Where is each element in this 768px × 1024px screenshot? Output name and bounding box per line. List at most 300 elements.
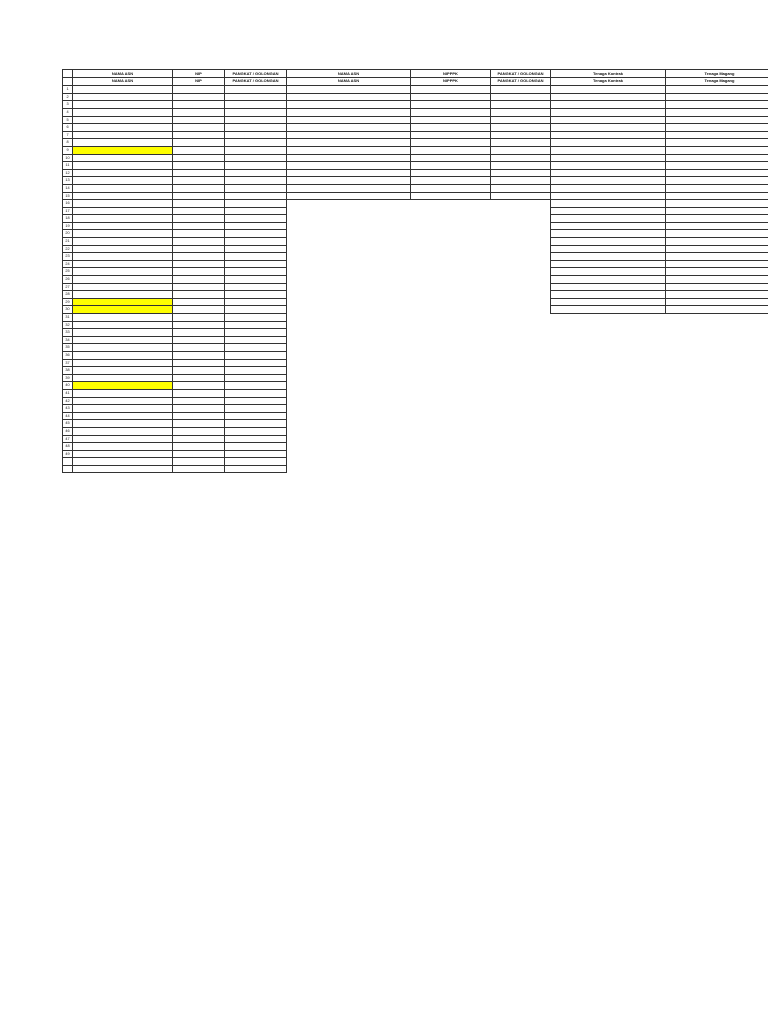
employee-name (73, 329, 173, 337)
contract-staff-name (551, 131, 666, 139)
table-row (551, 283, 768, 291)
row-number: 41 (63, 389, 73, 397)
employee-name (73, 253, 173, 261)
employee-rank (225, 253, 287, 261)
employee-nip (173, 230, 225, 238)
employee-name (73, 230, 173, 238)
employee-name (73, 260, 173, 268)
employee-nip (173, 162, 225, 170)
employee-rank (491, 146, 551, 154)
table-row (551, 260, 768, 268)
table-row (63, 283, 287, 291)
employee-rank (225, 382, 287, 390)
table-row (551, 154, 768, 162)
table-row (287, 154, 551, 162)
row-number: 33 (63, 329, 73, 337)
row-number: 30 (63, 306, 73, 314)
employee-name (73, 116, 173, 124)
pppk-table (286, 69, 551, 200)
employee-rank (491, 93, 551, 101)
contract-staff-name (551, 162, 666, 170)
table-row (287, 162, 551, 170)
employee-nip (173, 465, 225, 473)
intern-name (665, 245, 768, 253)
employee-name (73, 169, 173, 177)
row-number: 14 (63, 184, 73, 192)
table-row (551, 101, 768, 109)
employee-rank (491, 139, 551, 147)
employee-rank (491, 86, 551, 94)
employee-name (73, 146, 173, 154)
table-row (63, 367, 287, 375)
employee-nip (173, 291, 225, 299)
employee-nipppk (411, 192, 491, 200)
table-row (63, 405, 287, 413)
row-number: 49 (63, 450, 73, 458)
employee-name (287, 101, 411, 109)
employee-nipppk (411, 93, 491, 101)
employee-rank (225, 192, 287, 200)
employee-nipppk (411, 131, 491, 139)
table-row (63, 420, 287, 428)
table-row (63, 336, 287, 344)
table-row (63, 314, 287, 322)
intern-name (665, 260, 768, 268)
table-row (551, 253, 768, 261)
table-row (551, 162, 768, 170)
header-row-repeat (63, 78, 287, 86)
contract-staff-name (551, 139, 666, 147)
employee-rank (225, 351, 287, 359)
employee-rank (225, 131, 287, 139)
employee-rank (225, 238, 287, 246)
employee-name (73, 283, 173, 291)
employee-rank (225, 397, 287, 405)
intern-name (665, 154, 768, 162)
employee-nip (173, 238, 225, 246)
table-row (551, 124, 768, 132)
row-number: 4 (63, 108, 73, 116)
employee-rank (225, 245, 287, 253)
employee-rank (225, 427, 287, 435)
employee-nip (173, 215, 225, 223)
employee-nip (173, 93, 225, 101)
intern-name (665, 184, 768, 192)
row-number: 45 (63, 420, 73, 428)
employee-nip (173, 283, 225, 291)
contract-staff-name (551, 253, 666, 261)
row-number: 20 (63, 230, 73, 238)
employee-rank (225, 101, 287, 109)
employee-name (287, 192, 411, 200)
employee-nipppk (411, 124, 491, 132)
employee-rank (491, 131, 551, 139)
row-number: 46 (63, 427, 73, 435)
table-row (63, 329, 287, 337)
header-intern: Tenaga Magang (665, 78, 768, 86)
table-row (551, 200, 768, 208)
employee-name (73, 108, 173, 116)
intern-name (665, 116, 768, 124)
employee-name (73, 154, 173, 162)
employee-name (73, 177, 173, 185)
row-number: 32 (63, 321, 73, 329)
table-row (287, 131, 551, 139)
employee-nip (173, 86, 225, 94)
table-row (551, 230, 768, 238)
table-row (551, 192, 768, 200)
table-row (63, 215, 287, 223)
employee-name (73, 435, 173, 443)
header-name: NAMA ASN (73, 78, 173, 86)
employee-rank (225, 124, 287, 132)
header-rank: PANGKAT / GOLONGAN (225, 78, 287, 86)
employee-nip (173, 382, 225, 390)
row-number: 42 (63, 397, 73, 405)
table-row (63, 412, 287, 420)
employee-rank (225, 116, 287, 124)
employee-rank (225, 465, 287, 473)
header-intern: Tenaga Magang (665, 70, 768, 78)
row-number: 7 (63, 131, 73, 139)
employee-name (73, 412, 173, 420)
header-row-repeat (551, 78, 768, 86)
table-row (63, 268, 287, 276)
employee-name (73, 139, 173, 147)
employee-name (73, 321, 173, 329)
employee-name (73, 397, 173, 405)
employee-nip (173, 139, 225, 147)
employee-name (73, 215, 173, 223)
employee-nip (173, 344, 225, 352)
employee-rank (225, 139, 287, 147)
contract-staff-name (551, 184, 666, 192)
table-row (63, 260, 287, 268)
employee-nip (173, 245, 225, 253)
employee-rank (225, 184, 287, 192)
employee-rank (491, 192, 551, 200)
header-nip: NIPPPK (411, 78, 491, 86)
employee-rank (225, 306, 287, 314)
employee-nip (173, 298, 225, 306)
employee-nip (173, 276, 225, 284)
intern-name (665, 139, 768, 147)
row-number: 1 (63, 86, 73, 94)
row-number: 28 (63, 291, 73, 299)
employee-rank (225, 405, 287, 413)
row-number: 40 (63, 382, 73, 390)
contract-staff-name (551, 298, 666, 306)
row-number: 23 (63, 253, 73, 261)
table-row (551, 245, 768, 253)
intern-name (665, 162, 768, 170)
row-number: 17 (63, 207, 73, 215)
table-row (63, 200, 287, 208)
employee-nip (173, 314, 225, 322)
employee-rank (225, 291, 287, 299)
employee-nip (173, 268, 225, 276)
intern-name (665, 268, 768, 276)
employee-nipppk (411, 86, 491, 94)
table-row (63, 162, 287, 170)
table-row (287, 101, 551, 109)
employee-nipppk (411, 116, 491, 124)
table-row (63, 124, 287, 132)
table-row (63, 154, 287, 162)
table-row (63, 389, 287, 397)
employee-rank (225, 412, 287, 420)
employee-rank (225, 344, 287, 352)
header-no (63, 70, 73, 78)
employee-rank (225, 435, 287, 443)
row-number: 15 (63, 192, 73, 200)
row-number (63, 458, 73, 466)
row-number: 3 (63, 101, 73, 109)
employee-name (287, 184, 411, 192)
header-nip: NIP (173, 78, 225, 86)
table-row (551, 184, 768, 192)
table-row (63, 101, 287, 109)
employee-name (73, 458, 173, 466)
table-row (63, 298, 287, 306)
table-row (287, 146, 551, 154)
table-row (63, 139, 287, 147)
employee-name (73, 245, 173, 253)
row-number: 13 (63, 177, 73, 185)
intern-name (665, 276, 768, 284)
table-row (63, 184, 287, 192)
row-number: 25 (63, 268, 73, 276)
employee-name (73, 359, 173, 367)
employee-rank (225, 260, 287, 268)
contract-staff-name (551, 192, 666, 200)
employee-rank (225, 420, 287, 428)
employee-nipppk (411, 184, 491, 192)
table-row (63, 93, 287, 101)
employee-rank (225, 321, 287, 329)
employee-rank (225, 298, 287, 306)
employee-rank (225, 268, 287, 276)
table-row (63, 253, 287, 261)
table-row (551, 268, 768, 276)
header-nip: NIPPPK (411, 70, 491, 78)
employee-rank (225, 450, 287, 458)
table-row (551, 276, 768, 284)
table-row (63, 397, 287, 405)
employee-name (73, 207, 173, 215)
employee-nip (173, 367, 225, 375)
employee-rank (225, 200, 287, 208)
employee-rank (491, 116, 551, 124)
table-row (287, 108, 551, 116)
employee-nip (173, 443, 225, 451)
intern-name (665, 200, 768, 208)
employee-name (287, 93, 411, 101)
intern-name (665, 177, 768, 185)
employee-nip (173, 253, 225, 261)
employee-name (73, 443, 173, 451)
employee-nipppk (411, 154, 491, 162)
table-row (63, 450, 287, 458)
employee-rank (225, 329, 287, 337)
table-row (287, 93, 551, 101)
contract-staff-name (551, 101, 666, 109)
employee-name (73, 162, 173, 170)
intern-name (665, 207, 768, 215)
table-row (287, 86, 551, 94)
employee-name (73, 382, 173, 390)
employee-rank (491, 108, 551, 116)
employee-name (73, 222, 173, 230)
row-number: 18 (63, 215, 73, 223)
employee-nip (173, 321, 225, 329)
employee-rank (225, 314, 287, 322)
employee-name (73, 131, 173, 139)
employee-name (73, 184, 173, 192)
intern-name (665, 192, 768, 200)
employee-rank (225, 169, 287, 177)
employee-nip (173, 222, 225, 230)
contract-staff-name (551, 169, 666, 177)
table-row (63, 291, 287, 299)
employee-nip (173, 124, 225, 132)
row-number: 2 (63, 93, 73, 101)
header-rank: PANGKAT / GOLONGAN (491, 70, 551, 78)
header-name: NAMA ASN (287, 78, 411, 86)
employee-rank (225, 215, 287, 223)
employee-rank (491, 184, 551, 192)
employee-rank (491, 177, 551, 185)
header-name: NAMA ASN (73, 70, 173, 78)
table-row (63, 443, 287, 451)
table-row (63, 245, 287, 253)
table-row (63, 116, 287, 124)
employee-rank (225, 154, 287, 162)
employee-name (73, 268, 173, 276)
header-no (63, 78, 73, 86)
contract-staff-name (551, 154, 666, 162)
row-number: 10 (63, 154, 73, 162)
employee-nipppk (411, 108, 491, 116)
employee-nip (173, 435, 225, 443)
table-row (63, 465, 287, 473)
employee-name (73, 200, 173, 208)
employee-name (73, 405, 173, 413)
contract-staff-name (551, 283, 666, 291)
row-number: 37 (63, 359, 73, 367)
intern-name (665, 238, 768, 246)
employee-name (73, 389, 173, 397)
employee-nip (173, 374, 225, 382)
employee-nip (173, 184, 225, 192)
employee-rank (225, 336, 287, 344)
employee-name (73, 291, 173, 299)
intern-name (665, 298, 768, 306)
employee-rank (225, 276, 287, 284)
row-number: 22 (63, 245, 73, 253)
intern-name (665, 131, 768, 139)
contract-staff-name (551, 116, 666, 124)
employee-name (73, 427, 173, 435)
employee-nipppk (411, 177, 491, 185)
header-row-repeat (287, 78, 551, 86)
employee-nipppk (411, 146, 491, 154)
table-row (63, 108, 287, 116)
table-row (63, 222, 287, 230)
table-row (551, 207, 768, 215)
employee-name (73, 306, 173, 314)
table-row (63, 86, 287, 94)
row-number: 27 (63, 283, 73, 291)
employee-name (287, 131, 411, 139)
employee-nip (173, 192, 225, 200)
employee-name (287, 169, 411, 177)
table-row (551, 298, 768, 306)
employee-rank (225, 367, 287, 375)
employee-name (73, 276, 173, 284)
employee-nip (173, 154, 225, 162)
contract-staff-name (551, 306, 666, 314)
employee-nip (173, 306, 225, 314)
intern-name (665, 108, 768, 116)
contract-staff-name (551, 268, 666, 276)
table-row (551, 238, 768, 246)
employee-name (73, 298, 173, 306)
row-number: 35 (63, 344, 73, 352)
contract-staff-name (551, 276, 666, 284)
table-row (551, 146, 768, 154)
intern-name (665, 86, 768, 94)
employee-nipppk (411, 169, 491, 177)
row-number: 47 (63, 435, 73, 443)
table-row (551, 116, 768, 124)
employee-rank (225, 177, 287, 185)
header-contract: Tenaga Kontrak (551, 78, 666, 86)
header-row (551, 70, 768, 78)
employee-rank (225, 222, 287, 230)
contract-staff-name (551, 146, 666, 154)
row-number: 34 (63, 336, 73, 344)
intern-name (665, 230, 768, 238)
table-row (287, 169, 551, 177)
table-row (287, 192, 551, 200)
table-row (63, 306, 287, 314)
table-row (551, 86, 768, 94)
employee-name (73, 238, 173, 246)
employee-rank (491, 169, 551, 177)
table-row (287, 124, 551, 132)
header-name: NAMA ASN (287, 70, 411, 78)
intern-name (665, 124, 768, 132)
contract-staff-name (551, 238, 666, 246)
contract-staff-name (551, 207, 666, 215)
employee-name (287, 139, 411, 147)
contract-staff-name (551, 230, 666, 238)
row-number: 21 (63, 238, 73, 246)
row-number: 38 (63, 367, 73, 375)
table-row (63, 177, 287, 185)
employee-nip (173, 450, 225, 458)
intern-name (665, 169, 768, 177)
row-number: 11 (63, 162, 73, 170)
employee-nip (173, 427, 225, 435)
table-row (63, 344, 287, 352)
table-row (287, 139, 551, 147)
employee-nip (173, 405, 225, 413)
row-number: 44 (63, 412, 73, 420)
employee-nipppk (411, 139, 491, 147)
employee-name (73, 420, 173, 428)
